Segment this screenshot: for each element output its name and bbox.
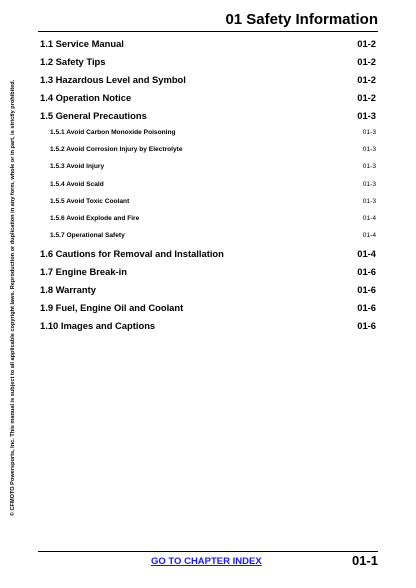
toc-entry[interactable] [40, 123, 376, 140]
toc-entry-page: 01-6 [357, 302, 376, 314]
toc-entry-title: 1.5.6 Avoid Explode and Fire [50, 214, 140, 222]
toc-entry[interactable] [40, 279, 376, 297]
toc-entry-title: 1.8 Warranty [40, 284, 96, 296]
toc-entry-title: 1.10 Images and Captions [40, 320, 156, 332]
toc-entry[interactable] [40, 192, 376, 209]
toc-entry-page: 01-3 [362, 163, 376, 171]
toc-entry[interactable] [40, 209, 376, 226]
toc-entry-page: 01-6 [357, 320, 376, 332]
toc-entry-page: 01-4 [362, 214, 376, 222]
toc-entry[interactable] [40, 226, 376, 243]
toc-entry-page: 01-6 [357, 284, 376, 296]
toc-entry-title: 1.7 Engine Break-in [40, 266, 128, 278]
table-of-contents [40, 33, 376, 333]
toc-entry-title: 1.5.3 Avoid Injury [50, 163, 105, 171]
toc-entry-title: 1.3 Hazardous Level and Symbol [40, 74, 186, 85]
header-divider [38, 31, 378, 32]
toc-entry-page: 01-4 [362, 232, 376, 240]
toc-entry-title: 1.1 Service Manual [40, 38, 124, 49]
toc-entry-page: 01-2 [357, 56, 376, 67]
toc-entry-page: 01-4 [357, 248, 376, 260]
toc-entry-page: 01-3 [362, 129, 376, 136]
toc-entry[interactable] [40, 315, 376, 333]
go-to-chapter-index-link[interactable]: GO TO CHAPTER INDEX [151, 556, 262, 567]
toc-entry-title: 1.5 General Precautions [40, 110, 147, 121]
chapter-title: 01 Safety Information [225, 11, 378, 28]
toc-entry-page: 01-3 [362, 197, 376, 205]
toc-entry[interactable] [40, 87, 376, 105]
toc-entry-page: 01-6 [357, 266, 376, 278]
toc-entry[interactable] [40, 175, 376, 192]
toc-entry[interactable] [40, 33, 376, 51]
footer-divider [38, 551, 378, 552]
toc-entry[interactable] [40, 297, 376, 315]
toc-entry-page: 01-3 [362, 180, 376, 188]
toc-entry[interactable] [40, 69, 376, 87]
toc-entry-title: 1.2 Safety Tips [40, 56, 106, 67]
toc-entry[interactable] [40, 51, 376, 69]
toc-entry-title: 1.4 Operation Notice [40, 92, 132, 103]
toc-entry-page: 01-2 [357, 74, 376, 85]
toc-entry-title: 1.6 Cautions for Removal and Installation [40, 248, 224, 260]
toc-entry-title: 1.5.5 Avoid Toxic Coolant [50, 197, 130, 205]
toc-entry[interactable] [40, 261, 376, 279]
toc-entry-title: 1.5.4 Avoid Scald [50, 180, 104, 188]
toc-entry-page: 01-2 [357, 38, 376, 49]
toc-entry-title: 1.9 Fuel, Engine Oil and Coolant [40, 302, 184, 314]
toc-entry-page: 01-2 [357, 92, 376, 103]
copyright-notice-text: © CFMOTO Powersports, Inc. This manual is subject to all applicable copyright laws. Reproduction or duplication in any form, whole or in part, is strictly prohibited. [10, 79, 16, 517]
toc-entry[interactable] [40, 140, 376, 157]
toc-entry-title: 1.5.7 Operational Safety [50, 232, 125, 240]
toc-entry-title: 1.5.2 Avoid Corrosion Injury by Electrolyte [50, 146, 183, 154]
toc-entry[interactable] [40, 157, 376, 174]
copyright-notice [7, 80, 19, 516]
toc-entry[interactable] [40, 105, 376, 123]
page-number: 01-1 [351, 553, 378, 568]
toc-entry-page: 01-3 [357, 110, 376, 121]
toc-entry-title: 1.5.1 Avoid Carbon Monoxide Poisoning [50, 129, 176, 136]
toc-entry-page: 01-3 [362, 146, 376, 154]
toc-entry[interactable] [40, 243, 376, 261]
